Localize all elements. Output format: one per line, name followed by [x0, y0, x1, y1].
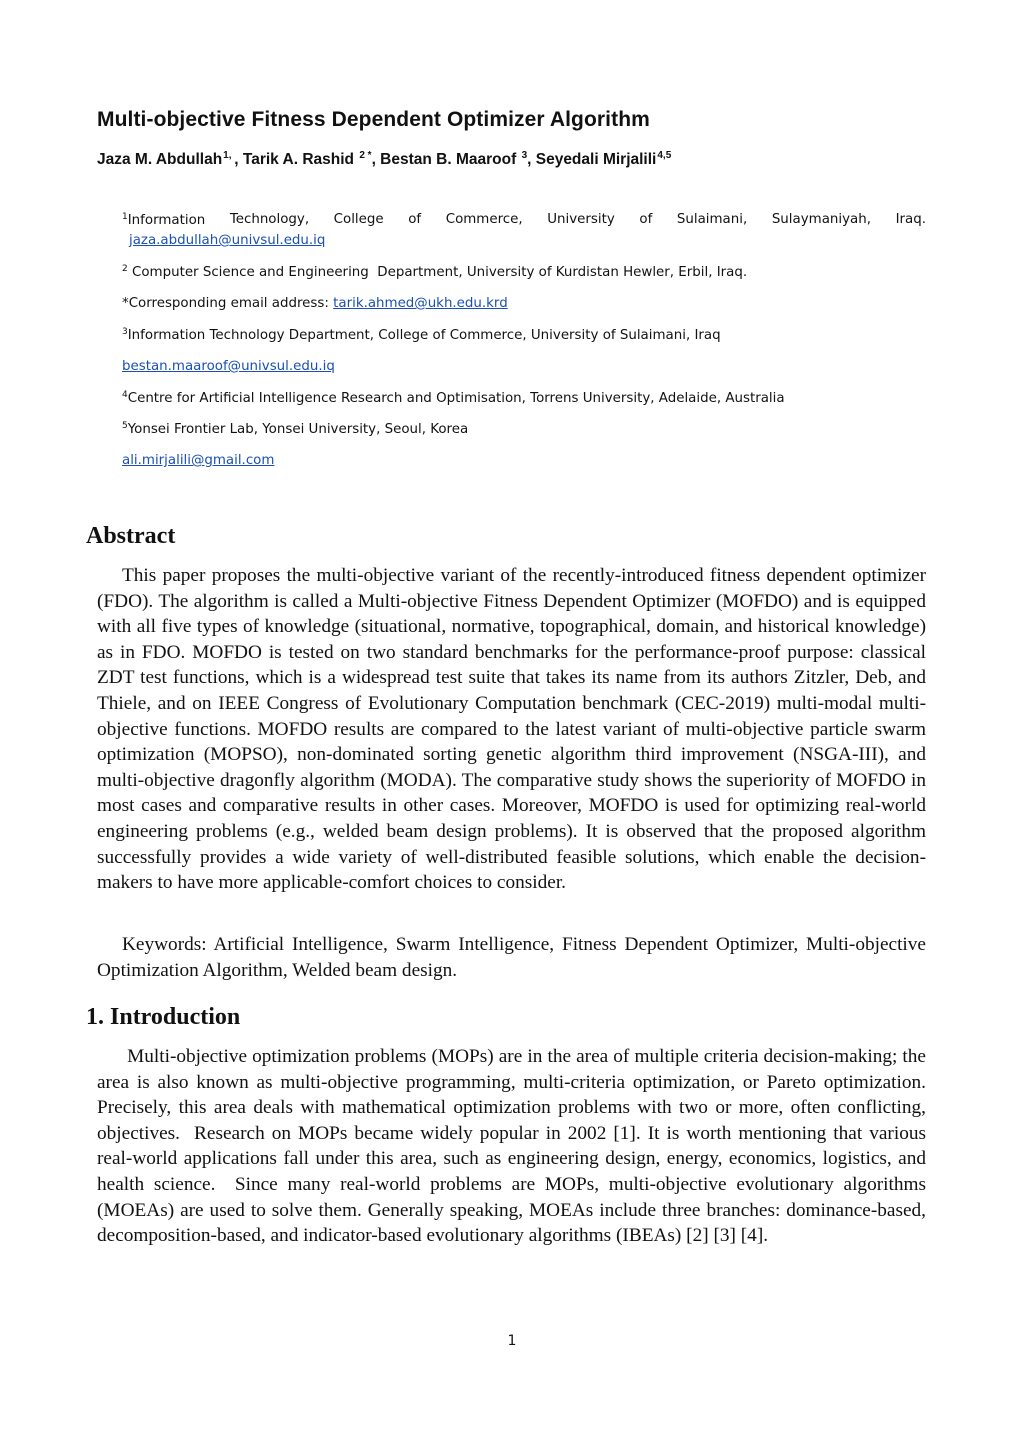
affiliation-3 — [122, 327, 721, 343]
email-link[interactable]: bestan.maaroof@univsul.edu.iq — [122, 359, 335, 374]
affiliation-4 — [122, 390, 785, 406]
affiliation-word: Iraq. — [895, 212, 926, 227]
affiliation-mark: 1 — [122, 212, 128, 222]
affiliation-text: Centre for Artificial Intelligence Research and Optimisation, Torrens University, Adelaide, Australia — [127, 391, 785, 406]
corresponding-email — [122, 296, 508, 311]
keywords-paragraph: Keywords: Artificial Intelligence, Swarm Intelligence, Fitness Dependent Optimizer, Multi-objective Optimization Algorithm, Welded beam design. — [97, 934, 926, 981]
email-link[interactable]: ali.mirjalili@gmail.com — [122, 453, 275, 468]
introduction-paragraph: Multi-objective optimization problems (MOPs) are in the area of multiple criteria decision-making; the area is also known as multi-objective programming, multi-criteria optimization, or Pareto optimization. Precisely, this area deals with mathematical optimization problems with two or more, often conflicting, objectives. Research on MOPs became widely popular in 2002 [1]. It is worth mentioning that various real-world applications fall under this area, such as engineering design, energy, economics, logistics, and health science. Since many real-world problems are MOPs, multi-objective evolutionary algorithms (MOEAs) are used to solve them. Generally speaking, MOEAs include three branches: dominance-based, decomposition-based, and indicator-based evolutionary algorithms (IBEAs) [2] [3] [4]. — [97, 1046, 931, 1247]
author-affiliation-mark: 3 — [521, 150, 528, 161]
affiliation-text: Information Technology Department, College of Commerce, University of Sulaimani, Iraq — [127, 328, 721, 343]
affiliation-word: of — [408, 212, 422, 227]
affiliation-text: Computer Science and Engineering Department, University of Kurdistan Hewler, Erbil, Iraq. — [127, 265, 748, 280]
author-affiliation-mark: 1, — [223, 150, 235, 161]
affiliation-1-email-line — [129, 233, 325, 248]
paper-title: Multi-objective Fitness Dependent Optimizer Algorithm — [97, 108, 650, 131]
affiliation-word: Technology, — [229, 212, 310, 227]
corresponding-label: *Corresponding email address: — [122, 296, 334, 311]
abstract-heading: Abstract — [86, 523, 176, 549]
introduction-heading: 1. Introduction — [86, 1004, 241, 1030]
affiliation-word: University — [547, 212, 615, 227]
author-affiliation-mark: 2 * — [359, 150, 372, 161]
page-number: 1 — [507, 1333, 517, 1349]
affiliation-mark: 2 — [122, 264, 128, 274]
affiliation-2 — [122, 264, 747, 280]
affiliation-word: of — [639, 212, 653, 227]
author-name: , Tarik A. Rashid — [234, 151, 359, 168]
affiliation-word: Sulaymaniyah, — [771, 212, 871, 227]
author-affiliation-mark: 4,5 — [657, 150, 672, 161]
author-name: , Seyedali Mirjalili — [527, 151, 657, 168]
affiliation-5-email-line — [122, 453, 274, 468]
affiliation-word: $^1$Information — [122, 212, 206, 228]
email-link[interactable]: tarik.ahmed@ukh.edu.krd — [333, 296, 508, 311]
author-list — [97, 150, 671, 169]
affiliation-word: College — [333, 212, 384, 227]
author-name: Jaza M. Abdullah — [97, 151, 223, 168]
affiliation-mark: 5 — [122, 421, 128, 431]
affiliation-1 — [122, 212, 926, 228]
affiliation-word: Sulaimani, — [676, 212, 748, 227]
affiliation-text: Yonsei Frontier Lab, Yonsei University, Seoul, Korea — [127, 422, 469, 437]
affiliation-mark: 3 — [122, 327, 128, 337]
abstract-paragraph: This paper proposes the multi-objective variant of the recently-introduced fitness dependent optimizer (FDO). The algorithm is called a Multi-objective Fitness Dependent Optimizer (MOFDO) and is equipped with all five types of knowledge (situational, normative, topographical, domain, and historical knowledge) as in FDO. MOFDO is tested on two standard benchmarks for the performance-proof purpose: classical ZDT test functions, which is a widespread test suite that takes its name from its authors Zitzler, Deb, and Thiele, and on IEEE Congress of Evolutionary Computation benchmark (CEC-2019) multi-modal multi-objective functions. MOFDO results are compared to the latest variant of multi-objective particle swarm optimization (MOPSO), non-dominated sorting genetic algorithm third improvement (NSGA-III), and multi-objective dragonfly algorithm (MODA). The comparative study shows the superiority of MOFDO in most cases and comparative results in other cases. Moreover, MOFDO is used for optimizing real-world engineering problems (e.g., welded beam design problems). It is observed that the proposed algorithm successfully provides a wide variety of well-distributed feasible solutions, which enable the decision-makers to have more applicable-comfort choices to consider. — [97, 565, 926, 894]
email-link[interactable]: jaza.abdullah@univsul.edu.iq — [129, 233, 326, 248]
affiliation-word: Commerce, — [445, 212, 523, 227]
affiliation-5 — [122, 421, 468, 437]
affiliation-mark: 4 — [122, 390, 128, 400]
affiliation-3-email-line — [122, 359, 335, 374]
author-name: , Bestan B. Maaroof — [371, 151, 521, 168]
